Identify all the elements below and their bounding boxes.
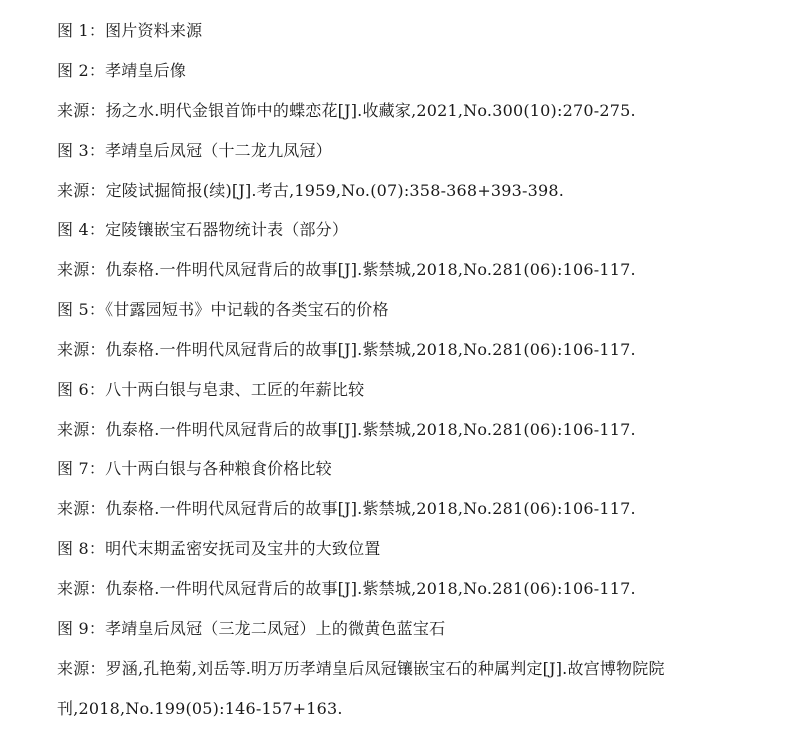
source-line-5: 来源：仇泰格.一件明代凤冠背后的故事[J].紫禁城,2018,No.281(06):106-117. (57, 340, 636, 359)
figure-caption-9: 图 9：孝靖皇后凤冠（三龙二凤冠）上的微黄色蓝宝石 (57, 619, 446, 638)
source-line-8: 来源：仇泰格.一件明代凤冠背后的故事[J].紫禁城,2018,No.281(06):106-117. (57, 579, 636, 598)
source-line-9: 来源：罗涵,孔艳菊,刘岳等.明万历孝靖皇后凤冠镶嵌宝石的种属判定[J].故宫博物院院刊,2018,No.199(05):146-157+163. (57, 659, 665, 718)
source-line-3: 来源：定陵试掘简报(续)[J].考古,1959,No.(07):358-368+393-398. (57, 181, 565, 200)
source-line-6: 来源：仇泰格.一件明代凤冠背后的故事[J].紫禁城,2018,No.281(06):106-117. (57, 420, 636, 439)
source-line-4: 来源：仇泰格.一件明代凤冠背后的故事[J].紫禁城,2018,No.281(06):106-117. (57, 260, 636, 279)
figure-caption-6: 图 6：八十两白银与皂隶、工匠的年薪比较 (57, 380, 365, 399)
figure-caption-4: 图 4：定陵镶嵌宝石器物统计表（部分） (57, 220, 349, 239)
figure-caption-7: 图 7：八十两白银与各种粮食价格比较 (57, 459, 332, 478)
source-line-7: 来源：仇泰格.一件明代凤冠背后的故事[J].紫禁城,2018,No.281(06):106-117. (57, 499, 636, 518)
figure-caption-5: 图 5：《甘露园短书》中记载的各类宝石的价格 (57, 300, 389, 319)
figure-caption-8: 图 8：明代末期孟密安抚司及宝井的大致位置 (57, 539, 381, 558)
source-line-2: 来源：扬之水.明代金银首饰中的蝶恋花[J].收藏家,2021,No.300(10):270-275. (57, 101, 636, 120)
figure-caption-1: 图 1：图片资料来源 (57, 21, 203, 40)
figure-caption-3: 图 3：孝靖皇后凤冠（十二龙九凤冠） (57, 141, 332, 160)
figure-caption-2: 图 2：孝靖皇后像 (57, 61, 187, 80)
